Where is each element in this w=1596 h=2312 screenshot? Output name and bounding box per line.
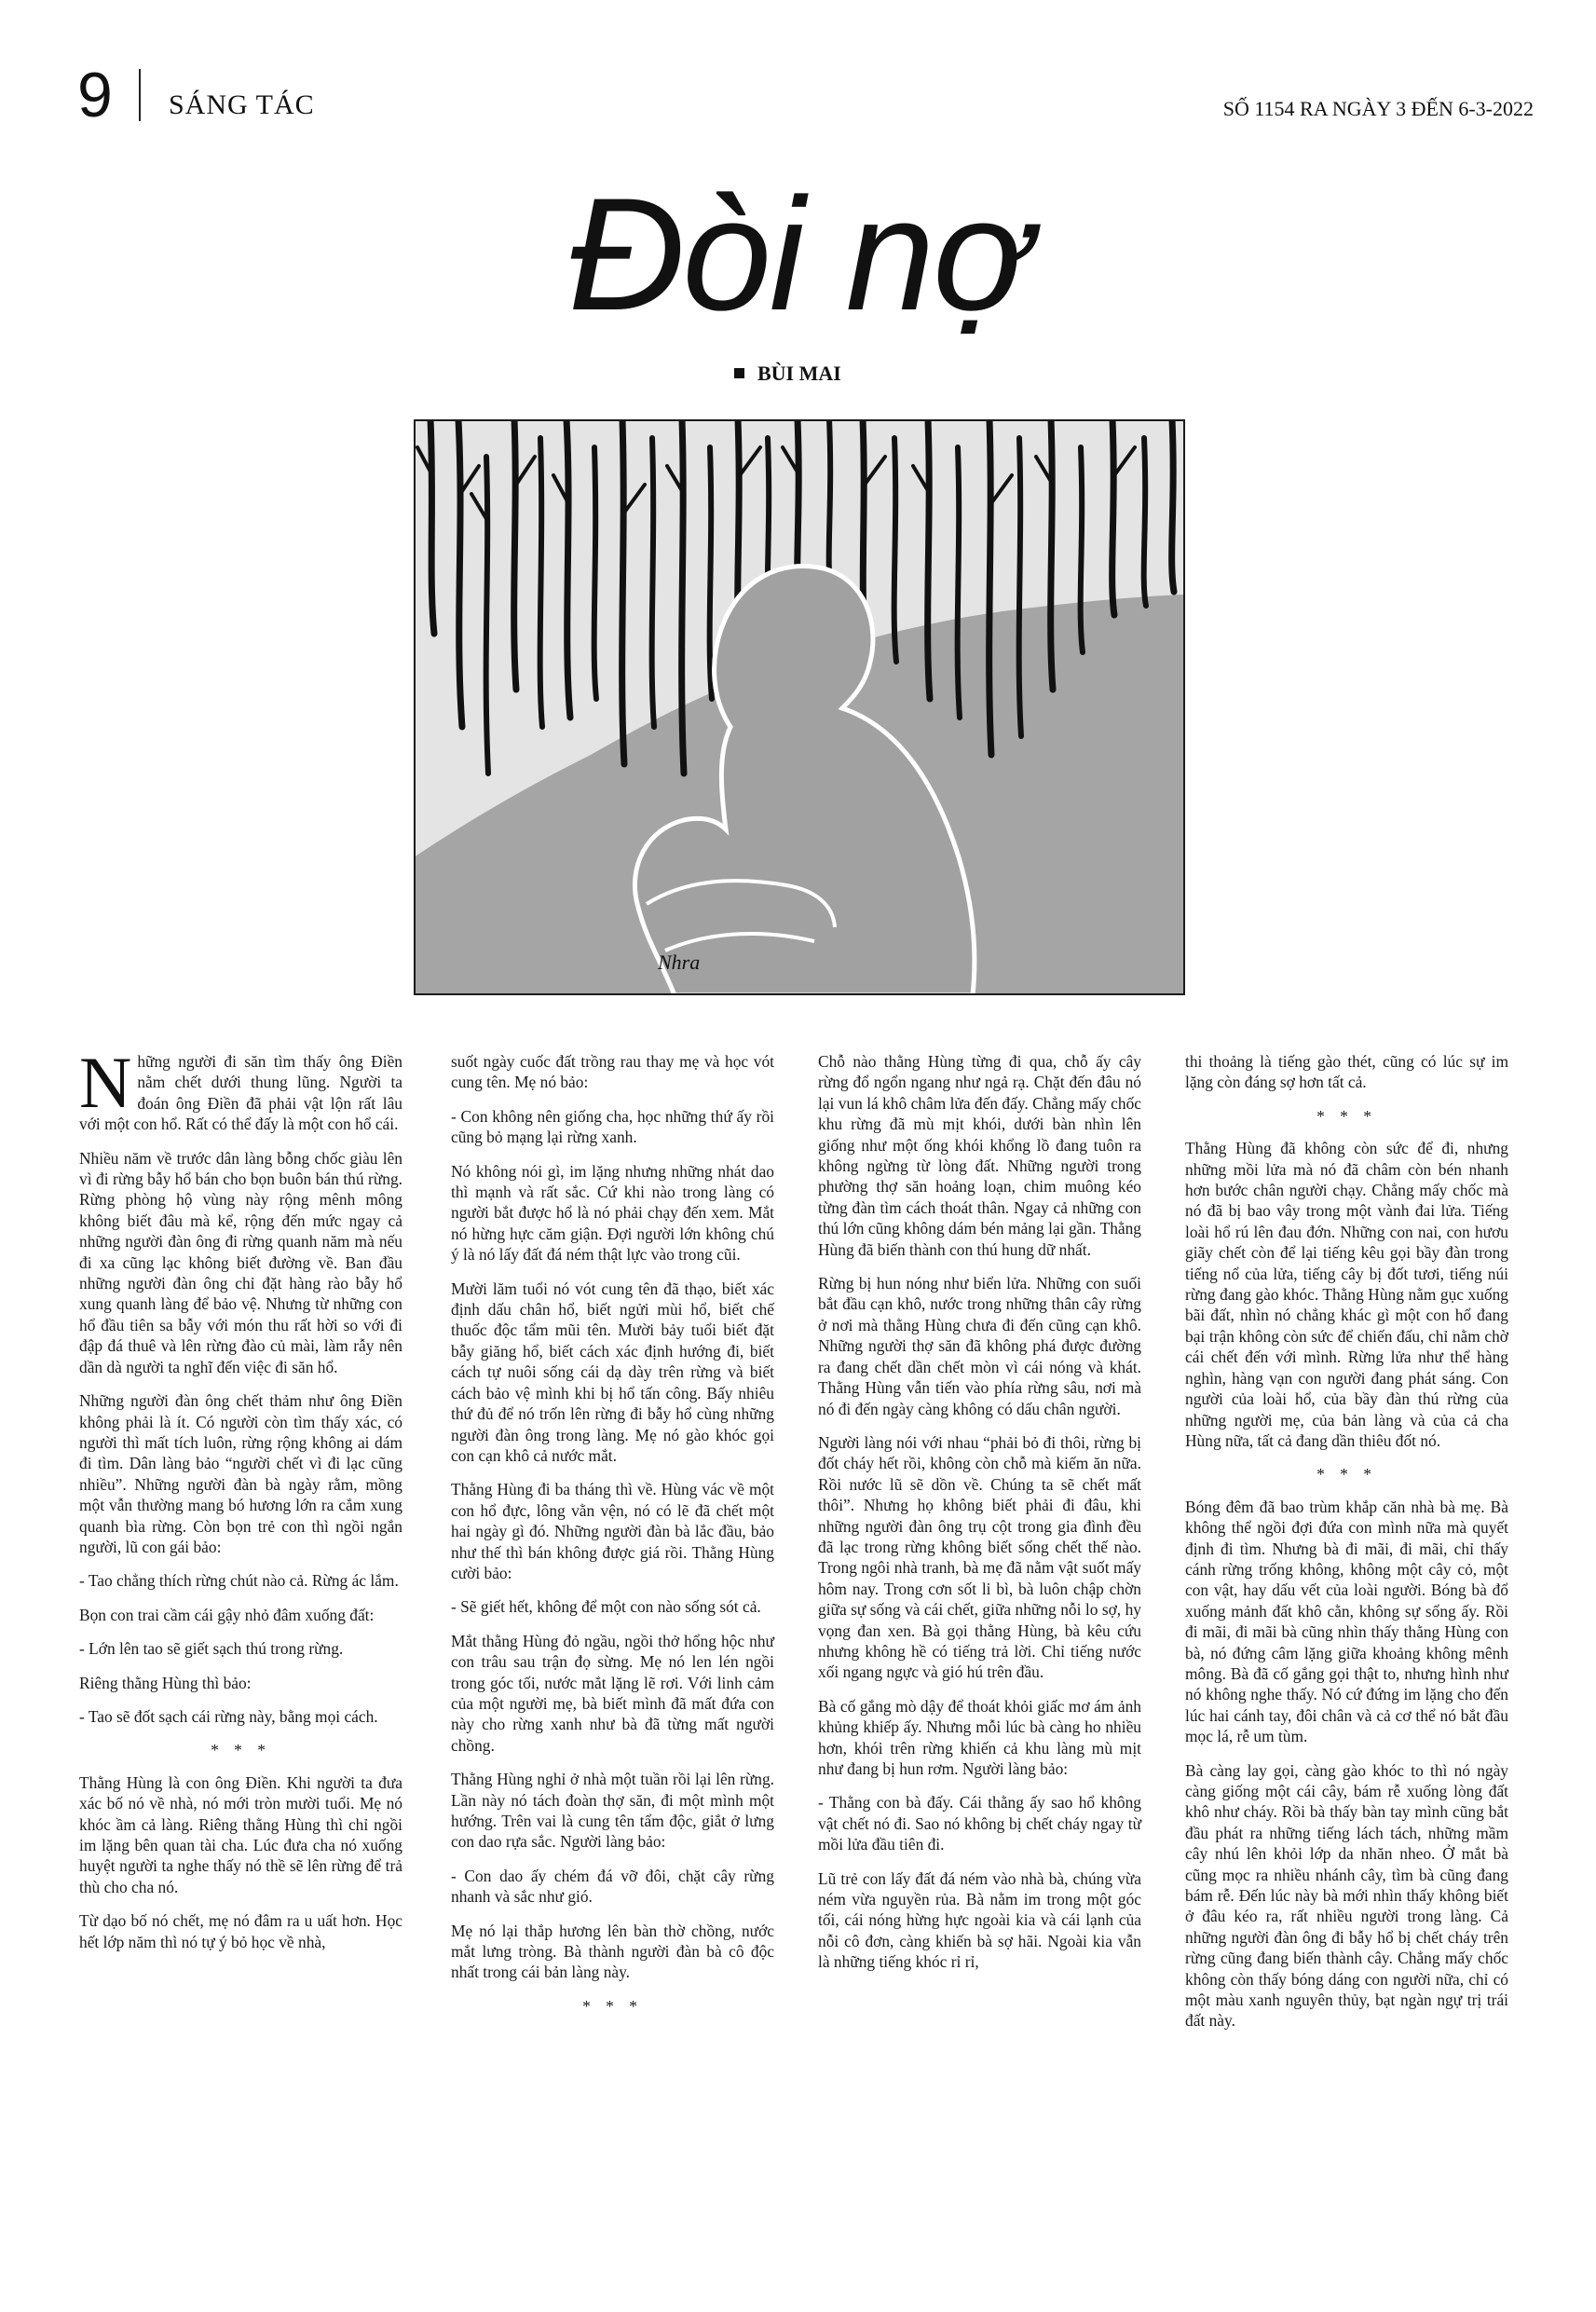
- paragraph: Thằng Hùng nghỉ ở nhà một tuần rồi lại lên rừng. Lần này nó tách đoàn thợ săn, đi một mình một hướng. Trên vai là cung tên tẩm độc, giắt ở lưng con dao rựa sắc. Người làng bảo:: [451, 1770, 774, 1852]
- page-number: 9: [77, 60, 113, 130]
- illustration: [414, 419, 1185, 995]
- header-divider: [139, 69, 141, 121]
- paragraph: Nó không nói gì, im lặng nhưng những nhát dao thì mạnh và rất sắc. Cứ khi nào trong làng có người bắt được hổ là nó phải chạy đến xem. Mắt nó hừng hực căm giận. Đợi người lớn không chú ý là nó lấy đất đá ném thật lực vào trong cũi.: [451, 1161, 774, 1265]
- paragraph: - Tao chẳng thích rừng chút nào cả. Rừng ác lắm.: [79, 1571, 399, 1591]
- paragraph: - Thằng con bà đấy. Cái thằng ấy sao hổ không vật chết nó đi. Sao nó không bị chết cháy ngay từ mồi lửa đầu tiên đi.: [818, 1793, 1141, 1854]
- paragraph: Mười lăm tuổi nó vót cung tên đã thạo, biết xác định dấu chân hổ, biết ngửi mùi hổ, biết chế thuốc độc tẩm mũi tên. Mười bảy tuổi biết đặt bẫy giăng hổ, biết cách xác định hướng đi, biết cách tự nuôi sống cái dạ dày trên rừng và biết cách bảo vệ mình khi bị hổ tấn công. Bấy nhiêu thứ đủ để nó trốn lên rừng đi bẫy hổ cùng những người đàn ông trong làng. Mẹ nó gào khóc gọi con cạn khô cả nước mắt.: [451, 1279, 774, 1465]
- issue-info: SỐ 1154 RA NGÀY 3 ĐẾN 6-3-2022: [1222, 97, 1534, 120]
- paragraph: thi thoảng là tiếng gào thét, cũng có lúc sự im lặng còn đáng sợ hơn tất cả.: [1185, 1052, 1508, 1092]
- paragraph: Bọn con trai cầm cái gậy nhỏ đâm xuống đất:: [79, 1605, 375, 1624]
- paragraph: - Lớn lên tao sẽ giết sạch thú trong rừng.: [79, 1639, 344, 1659]
- article-column-2: [451, 1051, 774, 2028]
- author-name: BÙI MAI: [757, 362, 841, 385]
- article-column-3: [818, 1051, 1141, 1986]
- section-break: * * *: [211, 1741, 271, 1760]
- byline-square-icon: [734, 368, 744, 378]
- paragraph: Những người đàn ông chết thảm như ông Điền không phải là ít. Có người còn tìm thấy xác, có người thì mất tích luôn, rừng rộng không ai dám đi tìm. Dân làng bảo “người chết vì đi lạc cũng nhiều”. Những người đàn bà ngày rằm, mồng một vẫn thường mang bó hương lớn ra cắm xung quanh bìa rừng. Còn bọn trẻ con thì ngồi ngắn người, lũ con gái bảo:: [79, 1391, 402, 1556]
- page-header: [77, 56, 1534, 130]
- paragraph: Bà cố gắng mò dậy để thoát khỏi giấc mơ ám ảnh khủng khiếp ấy. Nhưng mỗi lúc bà càng ho nhiều hơn, khói trên rừng khiến cả khu làng mù mịt như đang bị hun rơm. Người làng bảo:: [818, 1696, 1141, 1778]
- paragraph: Từ dạo bố nó chết, mẹ nó đâm ra u uất hơn. Học hết lớp năm thì nó tự ý bỏ học về nhà,: [79, 1911, 402, 1951]
- paragraph: Thằng Hùng đã không còn sức để đi, nhưng những mồi lửa mà nó đã châm còn bén nhanh hơn bước chân người chạy. Chẳng mấy chốc mà nó đã bị bao vây trong một vành đai lửa. Tiếng loài hổ rú lên đau đớn. Những con nai, con hươu giãy chết còn để lại tiếng kêu gọi bầy đàn trong tiếng nổ của lửa, tiếng cây bị đốt tươi, tiếng núi rừng đang gào khóc. Thằng Hùng nằm gục xuống bãi đất, nhìn nó chẳng khác gì một con hổ đang bại trận không còn sức để chiến đấu, chỉ nằm chờ cái chết đến với mình. Rừng lửa như thể hàng nghìn, hàng vạn con người đang phát sáng. Con người của loài hổ, của bầy đàn thú rừng của những người mẹ, của bản làng và của cả cha Hùng nữa, tất cả đang dần thiêu đốt nó.: [1185, 1139, 1508, 1450]
- paragraph: - Tao sẽ đốt sạch cái rừng này, bằng mọi cách.: [79, 1706, 378, 1726]
- article-column-4: [1185, 1051, 1508, 2045]
- paragraph: Rừng bị hun nóng như biển lửa. Những con suối bắt đầu cạn khô, nước trong những thân cây rừng ở nơi mà thằng Hùng chưa đi đến cũng cạn khô. Những người thợ săn đã không phá được đường ra đang chết dần chết mòn vì cái nóng và khát. Thằng Hùng vẫn tiến vào phía rừng sâu, nơi mà nó đi đến ngày càng không có dấu chân người.: [818, 1274, 1141, 1418]
- paragraph: Riêng thằng Hùng thì bảo:: [79, 1673, 252, 1692]
- paragraph: Lũ trẻ con lấy đất đá ném vào nhà bà, chúng vừa ném vừa nguyền rủa. Bà nằm im trong một góc tối, cái nóng hừng hực ngoài kia và cái lạnh của nỗi cô đơn, càng khiến bà sợ hãi. Ngoài kia vẫn là những tiếng khóc rỉ rỉ,: [818, 1868, 1141, 1972]
- section-name: SÁNG TÁC: [169, 89, 315, 120]
- section-break: * * *: [582, 1996, 643, 2016]
- paragraph: Mẹ nó lại thắp hương lên bàn thờ chồng, nước mắt lưng tròng. Bà thành người đàn bà cô độc nhất trong cái bản làng này.: [451, 1921, 774, 1982]
- paragraph: [79, 1042, 402, 1135]
- paragraph: Mắt thằng Hùng đỏ ngầu, ngồi thở hổng hộc như con trâu sau trận đọ sừng. Mẹ nó len lén ngồi trong góc tối, nước mắt lặng lẽ rơi. Với linh cảm của một người mẹ, bà biết mình đã mất đứa con này cho rừng xanh như bà đã từng mất người chồng.: [451, 1631, 774, 1755]
- paragraph: Thằng Hùng đi ba tháng thì về. Hùng vác về một con hổ đực, lông vằn vện, nó có lẽ đã chết một hai ngày gì đó. Những người đàn bà lắc đầu, bảo như thế thì bán không được giá rồi. Thằng Hùng cười bảo:: [451, 1480, 774, 1582]
- paragraph: - Con dao ấy chém đá vỡ đôi, chặt cây rừng nhanh và sắc như gió.: [451, 1866, 774, 1907]
- paragraph: - Sẽ giết hết, không để một con nào sống sót cả.: [451, 1597, 761, 1617]
- section-break: * * *: [1316, 1465, 1377, 1484]
- paragraph: suốt ngày cuốc đất trồng rau thay mẹ và học vót cung tên. Mẹ nó bảo:: [451, 1052, 774, 1092]
- paragraph: - Con không nên giống cha, học những thứ ấy rồi cũng bỏ mạng lại rừng xanh.: [451, 1106, 774, 1147]
- drop-cap: N: [79, 1042, 132, 1123]
- paragraph: Nhiều năm về trước dân làng bỗng chốc giàu lên vì đi rừng bẫy hổ bán cho bọn buôn bán thú rừng. Rừng phòng hộ vùng này rộng mênh mông không biết đâu mà kể, rộng đến mức ngay cả những người đàn ông đi rừng quanh năm mà nếu đi xa cũng lạc không biết đường về. Ban đầu những người đàn ông chỉ đặt hàng rào bẫy hổ xung quanh làng để bảo vệ. Nhưng từ những con hổ đầu tiên sa bẫy với món thu rất hời so với đi đập đá thuê và lên rừng đào củ mài, làm rẫy nên dần dà người ta nghĩ đến việc đi săn hổ.: [79, 1148, 402, 1376]
- paragraph: Bóng đêm đã bao trùm khắp căn nhà bà mẹ. Bà không thể ngồi đợi đứa con mình nữa mà quyết định đi tìm. Nhưng bà đi mãi, đi mãi, chỉ thấy cánh rừng trống không, không một cây cỏ, một con vật, hay dấu vết của loài người. Bóng bà đổ xuống mảnh đất khô cằn, không sự sống ấy. Rồi đi mãi, đi mãi bà cũng nhìn thấy thằng Hùng con bà, nó đứng câm lặng giữa khoảng không mênh mông. Bà đã cố gắng gọi thật to, nhưng hình như nó không nghe thấy. Nó cứ đứng im lặng cho đến lúc hai cánh tay, đôi chân và cả cơ thể nó bắt đầu mọc lá, rễ um tùm.: [1185, 1497, 1508, 1746]
- article-title: Đòi nợ: [567, 165, 1029, 344]
- paragraph-text: hững người đi săn tìm thấy ông Điền nằm chết dưới thung lũng. Người ta đoán ông Điền đã phải vật lộn rất lâu với một con hổ. Rất có thể đấy là một con hổ cái.: [79, 1052, 402, 1134]
- illustration-signature: Nhra: [658, 951, 701, 974]
- byline: [734, 362, 841, 386]
- paragraph: Bà càng lay gọi, càng gào khóc to thì nó ngày càng giống một cái cây, bám rễ xuống lòng đất khô như cháy. Rồi bà thấy bàn tay mình cũng bắt đầu phát ra những tiếng lách tách, những mầm cây nhú lên khỏi lớp da nhăn nheo. Ở mắt bà cũng mọc ra nhiều nhánh cây, tìm bà cũng đang bám rễ. Đến lúc này bà mới nhìn thấy không biết ở đâu kéo ra, rất nhiều người trong làng. Cả những người đàn ông đi bẫy hổ bị chết cháy trên rừng cũng đang biến thành cây. Chẳng mấy chốc không còn thấy bóng dáng con người nữa, chỉ có một màu xanh nguyên thủy, bạt ngàn ngự trị trái đất này.: [1185, 1760, 1508, 2031]
- paragraph: Thằng Hùng là con ông Điền. Khi người ta đưa xác bố nó về nhà, nó mới tròn mười tuổi. Mẹ nó khóc ầm cả làng. Riêng thằng Hùng thì chỉ ngồi im lặng bên quan tài cha. Lúc đưa cha nó xuống huyệt người ta nghe thấy nó thề sẽ lên rừng để trả thù cho cha nó.: [79, 1772, 402, 1896]
- section-break: * * *: [1316, 1106, 1377, 1126]
- article-column-1: [79, 1042, 402, 1965]
- paragraph: Chỗ nào thằng Hùng từng đi qua, chỗ ấy cây rừng đổ ngổn ngang như ngả rạ. Chặt đến đâu nó lại vun lá khô châm lửa đến đấy. Chẳng mấy chốc khu rừng đã mù mịt khói, dưới bàn nhìn lên giống như một ống khói khổng lồ đang tuôn ra không ngừng từ lòng đất. Những người trong phường thợ săn hoảng loạn, chim muông kéo từng đàn tìm cách thoát thân. Ngay cả những con thú lớn cũng không dám bén mảng lại gần. Thằng Hùng đã biến thành con thú hung dữ nhất.: [818, 1052, 1141, 1259]
- paragraph: Người làng nói với nhau “phải bỏ đi thôi, rừng bị đốt cháy hết rồi, không còn chỗ mà kiếm ăn nữa. Rồi nước lũ sẽ dồn về. Chúng ta sẽ chết mất thôi”. Nhưng họ không biết phải đi đâu, khi những người đàn ông trụ cột trong gia đình đều đã lạc trong rừng không biết sống chết thế nào. Trong ngôi nhà tranh, bà mẹ đã nằm vật suốt mấy hôm nay. Trong cơn sốt li bì, bà luôn chập chờn giữa sự sống và cái chết, giữa những nỗi lo sợ, hy vọng đan xen. Bà gọi thằng Hùng, bà kêu cứu nhưng không hề có tiếng trả lời. Chỉ tiếng nước xối ngang ngực và gió hú trên đầu.: [818, 1432, 1141, 1682]
